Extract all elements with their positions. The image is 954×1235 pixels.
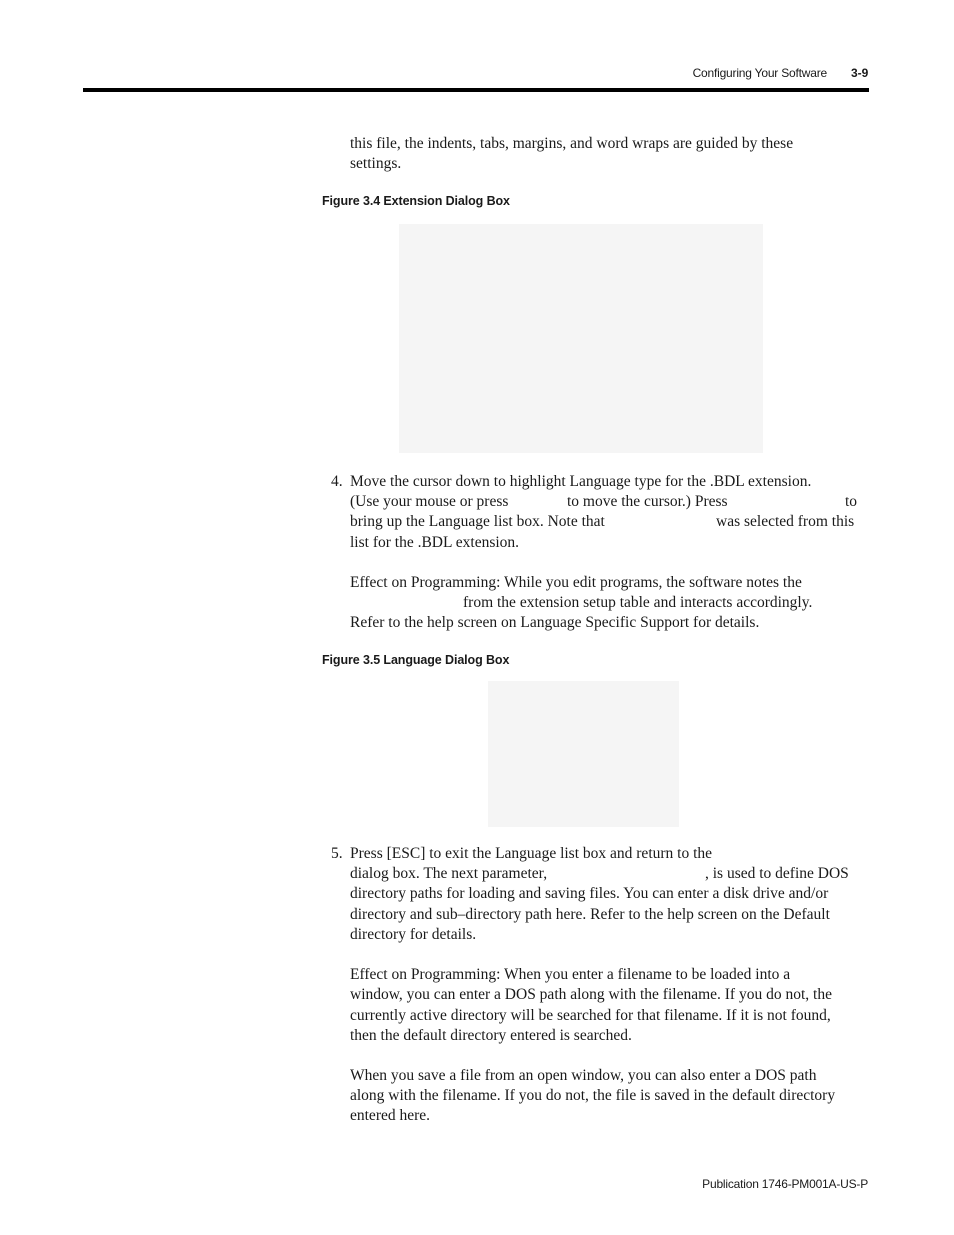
step-5-paragraph (350, 844, 870, 1127)
step-4-line-2-c: to (845, 493, 858, 511)
publication-footer: Publication 1746-PM001A-US-P (702, 1177, 868, 1191)
step-5-effect-line-3: currently active directory will be searched for that filename. If it is not found, (350, 1006, 831, 1024)
running-header-title: Configuring Your Software (692, 66, 827, 80)
step-5-line-2-a: dialog box. The next parameter, (350, 865, 548, 883)
step-5-save-line-3: entered here. (350, 1107, 431, 1125)
figure-3-5-image (488, 681, 679, 827)
intro-line-2: settings. (350, 155, 402, 173)
page-number: 3-9 (851, 66, 869, 80)
step-4-number: 4. (331, 473, 343, 490)
step-4-line-3 (350, 512, 870, 532)
step-4-effect-line-2-text: from the extension setup table and interacts accordingly. (463, 594, 813, 612)
figure-3-4-image (399, 224, 763, 453)
intro-line-1: this file, the indents, tabs, margins, and word wraps are guided by these (350, 135, 794, 152)
step-5-effect-line-1: Effect on Programming: When you enter a filename to be loaded into a (350, 966, 791, 984)
figure-3-4-caption: Figure 3.4 Extension Dialog Box (322, 194, 510, 208)
step-4-line-4: list for the .BDL extension. (350, 533, 520, 551)
step-5-line-2-b: , is used to define DOS (705, 865, 849, 883)
step-4-line-2-a: (Use your mouse or press (350, 493, 509, 511)
step-5-line-1: Press [ESC] to exit the Language list box and return to the (350, 845, 713, 862)
step-5-line-2 (350, 864, 870, 884)
step-4-line-2-b: to move the cursor.) Press (567, 493, 728, 511)
figure-3-5-caption: Figure 3.5 Language Dialog Box (322, 653, 510, 667)
header-rule (83, 88, 869, 92)
step-5-line-5: directory for details. (350, 925, 477, 943)
step-4-paragraph (350, 472, 870, 634)
step-5-effect-line-4: then the default directory entered is searched. (350, 1026, 632, 1044)
step-4-line-2 (350, 492, 870, 512)
step-5-effect-line-2: window, you can enter a DOS path along with the filename. If you do not, the (350, 986, 832, 1004)
step-4-effect-line-1: Effect on Programming: While you edit programs, the software notes the (350, 573, 802, 591)
step-4-effect-line-3: Refer to the help screen on Language Specific Support for details. (350, 614, 760, 632)
step-4-line-1: Move the cursor down to highlight Language type for the .BDL extension. (350, 473, 812, 490)
step-5-number: 5. (331, 845, 343, 862)
intro-paragraph (350, 134, 870, 174)
step-4-effect-line-2 (350, 593, 870, 613)
step-5-line-3: directory paths for loading and saving files. You can enter a disk drive and/or (350, 885, 829, 903)
step-5-save-line-1: When you save a file from an open window, you can also enter a DOS path (350, 1067, 817, 1085)
step-4-line-3-b: was selected from this (716, 513, 855, 531)
step-5-line-4: directory and sub–directory path here. Refer to the help screen on the Default (350, 905, 830, 923)
step-5-save-line-2: along with the filename. If you do not, the file is saved in the default directory (350, 1087, 836, 1105)
step-4-line-3-a: bring up the Language list box. Note that (350, 513, 605, 531)
